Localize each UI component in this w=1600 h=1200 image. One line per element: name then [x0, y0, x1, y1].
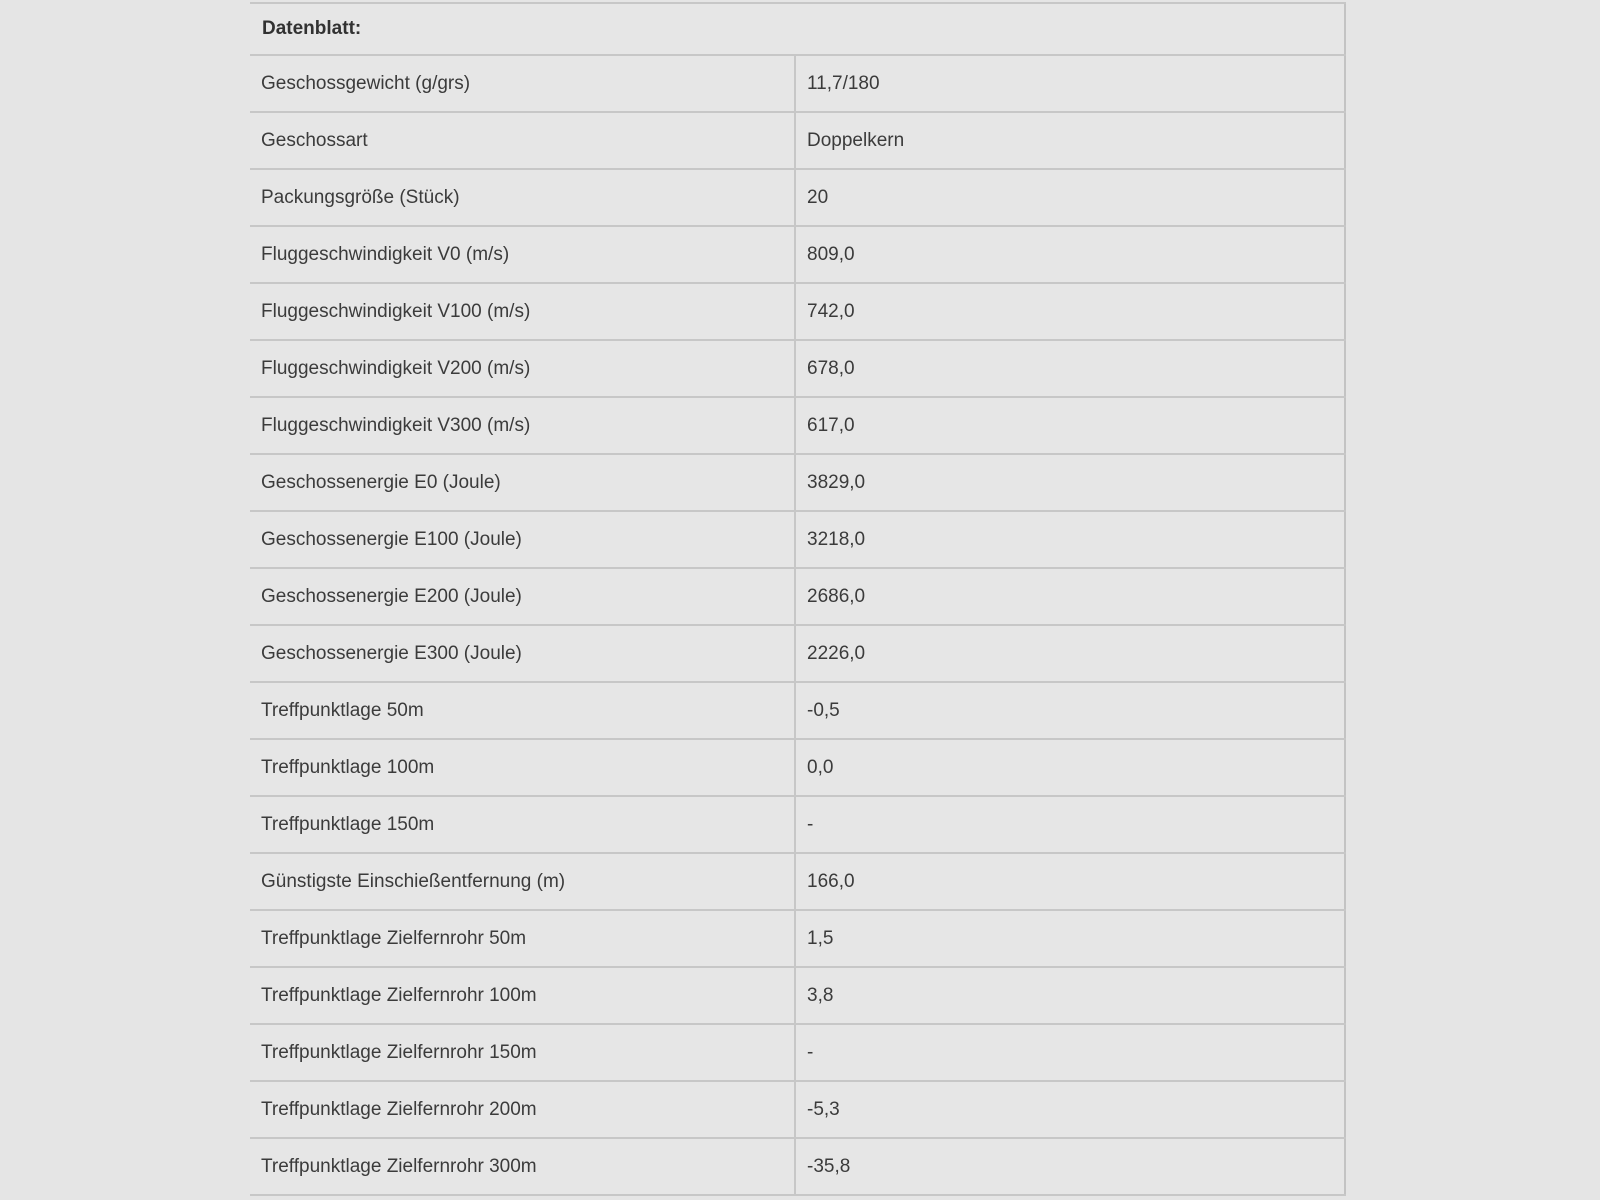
row-label: Fluggeschwindigkeit V200 (m/s): [250, 340, 795, 397]
row-label: Treffpunktlage 150m: [250, 796, 795, 853]
row-label: Treffpunktlage 50m: [250, 682, 795, 739]
row-value: -5,3: [795, 1081, 1345, 1138]
row-value: -: [795, 796, 1345, 853]
row-label: Geschossenergie E300 (Joule): [250, 625, 795, 682]
table-row: [250, 1081, 1345, 1138]
row-value: 1,5: [795, 910, 1345, 967]
table-row: [250, 169, 1345, 226]
row-label: Geschossgewicht (g/grs): [250, 55, 795, 112]
row-value: -35,8: [795, 1138, 1345, 1195]
row-label: Treffpunktlage Zielfernrohr 300m: [250, 1138, 795, 1195]
datasheet-table: [250, 2, 1346, 1196]
row-label: Günstigste Einschießentfernung (m): [250, 853, 795, 910]
row-value: 20: [795, 169, 1345, 226]
row-label: Treffpunktlage Zielfernrohr 100m: [250, 967, 795, 1024]
row-label: Geschossenergie E100 (Joule): [250, 511, 795, 568]
datasheet-header-row: [250, 3, 1345, 55]
row-label: Packungsgröße (Stück): [250, 169, 795, 226]
row-value: 742,0: [795, 283, 1345, 340]
row-label: Treffpunktlage Zielfernrohr 150m: [250, 1024, 795, 1081]
row-value: 166,0: [795, 853, 1345, 910]
row-label: Fluggeschwindigkeit V0 (m/s): [250, 226, 795, 283]
row-value: 3218,0: [795, 511, 1345, 568]
table-row: [250, 283, 1345, 340]
table-row: [250, 967, 1345, 1024]
table-row: [250, 226, 1345, 283]
row-value: 678,0: [795, 340, 1345, 397]
row-label: Fluggeschwindigkeit V100 (m/s): [250, 283, 795, 340]
row-value: 2226,0: [795, 625, 1345, 682]
row-value: 3,8: [795, 967, 1345, 1024]
row-label: Treffpunktlage Zielfernrohr 50m: [250, 910, 795, 967]
row-label: Fluggeschwindigkeit V300 (m/s): [250, 397, 795, 454]
table-row: [250, 796, 1345, 853]
table-row: [250, 340, 1345, 397]
row-value: 0,0: [795, 739, 1345, 796]
table-row: [250, 739, 1345, 796]
table-row: [250, 853, 1345, 910]
row-value: -0,5: [795, 682, 1345, 739]
table-row: [250, 454, 1345, 511]
table-row: [250, 625, 1345, 682]
row-value: 809,0: [795, 226, 1345, 283]
row-label: Geschossart: [250, 112, 795, 169]
table-row: [250, 55, 1345, 112]
row-value: 11,7/180: [795, 55, 1345, 112]
table-row: [250, 1024, 1345, 1081]
table-row: [250, 511, 1345, 568]
table-row: [250, 1138, 1345, 1195]
row-value: 2686,0: [795, 568, 1345, 625]
row-label: Treffpunktlage Zielfernrohr 200m: [250, 1081, 795, 1138]
table-row: [250, 568, 1345, 625]
row-label: Geschossenergie E0 (Joule): [250, 454, 795, 511]
table-row: [250, 397, 1345, 454]
row-value: Doppelkern: [795, 112, 1345, 169]
row-value: 617,0: [795, 397, 1345, 454]
row-value: 3829,0: [795, 454, 1345, 511]
row-label: Treffpunktlage 100m: [250, 739, 795, 796]
datasheet-title: Datenblatt:: [250, 3, 1345, 55]
table-row: [250, 910, 1345, 967]
table-row: [250, 682, 1345, 739]
table-row: [250, 112, 1345, 169]
row-label: Geschossenergie E200 (Joule): [250, 568, 795, 625]
row-value: -: [795, 1024, 1345, 1081]
